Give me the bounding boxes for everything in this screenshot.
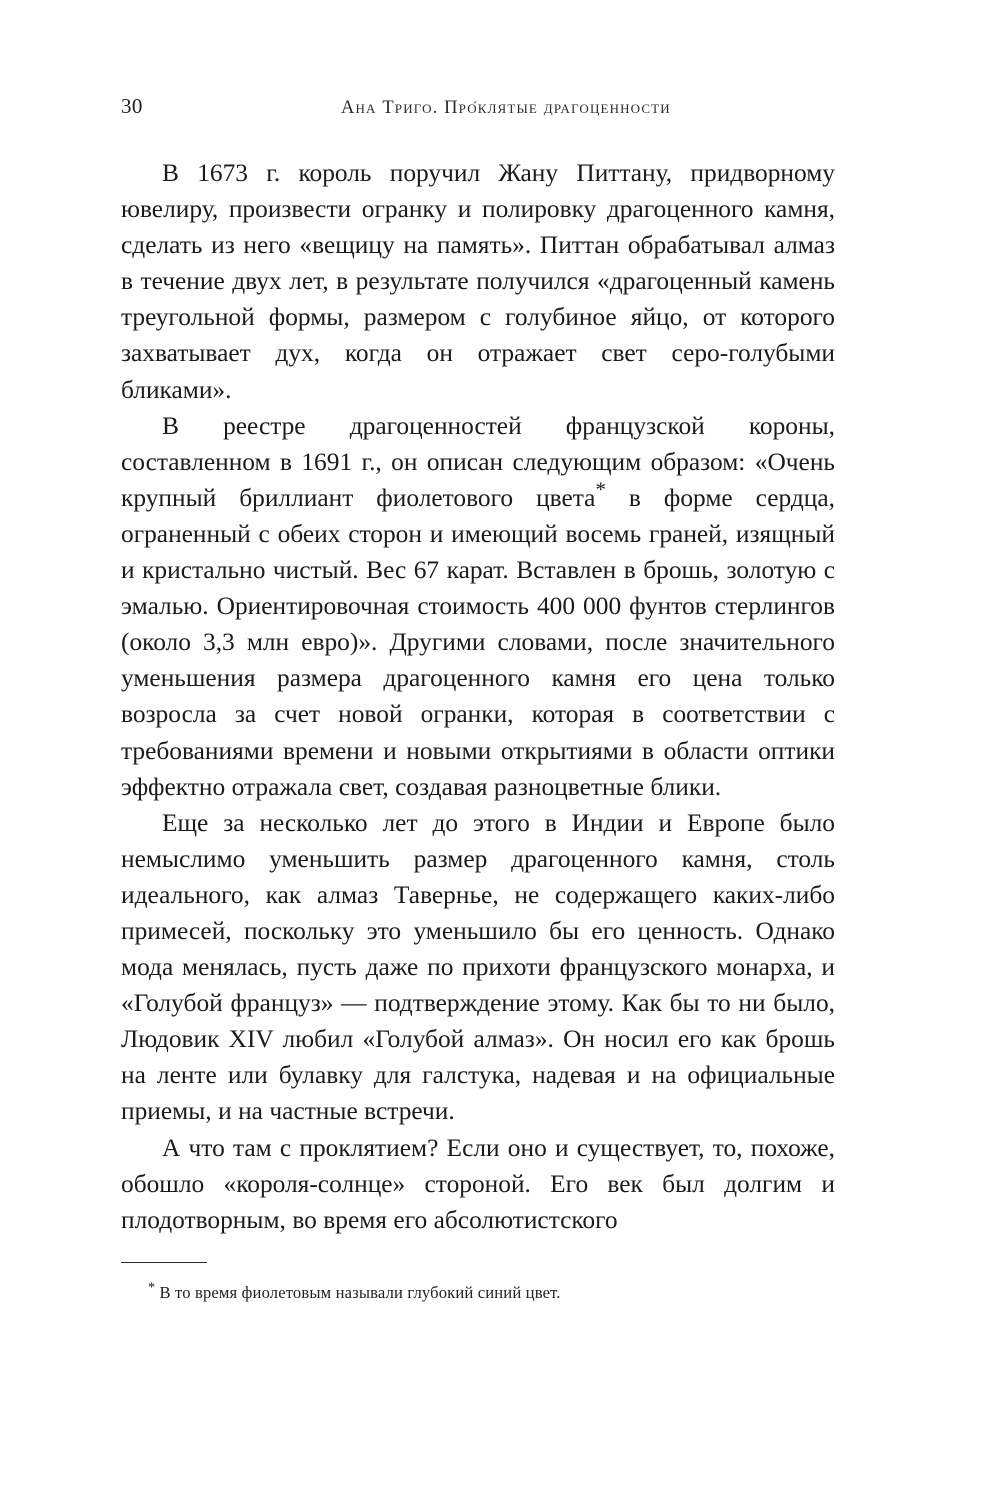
footnote-reference-marker[interactable]: * <box>595 477 606 502</box>
paragraph-2 <box>121 408 835 805</box>
running-head: Ана Триго. Про́клятые драгоценности <box>341 98 671 118</box>
paragraph-3: Еще за несколько лет до этого в Индии и Европе было немыслимо уменьшить размер драгоценного камня, столь идеального, как алмаз Тавернье, не содержащего каких-либо примесей, поскольку это уменьшило бы его ценность. Однако мода менялась, пусть даже по прихоти французского монарха, и «Голубой француз» — подтверждение этому. Как бы то ни было, Людовик XIV любил «Голубой алмаз». Он носил его как брошь на ленте или булавку для галстука, надевая и на официальные приемы, и на частные встречи. <box>121 808 835 1126</box>
paragraph-1: В 1673 г. король поручил Жану Питтану, придворному ювелиру, произвести огранку и полировку драгоценного камня, сделать из него «вещицу на память». Питтан обрабатывал алмаз в течение двух лет, в результате получился «драгоценный камень треугольной формы, размером с голубиное яйцо, от которого захватывает дух, когда он отражает свет серо-голубыми бликами». <box>121 159 835 404</box>
footnote-separator-rule <box>121 1262 207 1263</box>
footnote <box>121 1279 835 1304</box>
paragraph-2-text-before-footnote-ref: В реестре драгоценностей французской короны, составленном в 1691 г., он описан следующим образом: «Очень крупный бриллиант фиолетового цвета <box>121 411 835 512</box>
footnote-body-text: В то время фиолетовым называли глубокий синий цвет. <box>155 1283 561 1302</box>
footnote-area <box>121 1262 835 1304</box>
page-header <box>121 96 835 126</box>
body-text-block <box>121 155 835 1238</box>
paragraph-4: А что там с проклятием? Если оно и существует, то, похоже, обошло «короля-солнце» стороной. Его век был долгим и плодотворным, во время его абсолютистского <box>121 1133 835 1234</box>
page-number: 30 <box>121 94 143 118</box>
footnote-marker: * <box>148 1279 156 1296</box>
paragraph-2-text-after-footnote-ref: в форме сердца, ограненный с обеих сторон и имеющий восемь граней, изящный и кристально чистый. Вес 67 карат. Вставлен в брошь, золотую с эмалью. Ориентировочная стоимость 400 000 фунтов стерлингов (около 3,3 млн евро)». Другими словами, после значительного уменьшения размера драгоценного камня его цена только возросла за счет новой огранки, которая в соответствии с требованиями времени и новыми открытиями в области оптики эффектно отражала свет, создавая разноцветные блики. <box>121 483 835 801</box>
